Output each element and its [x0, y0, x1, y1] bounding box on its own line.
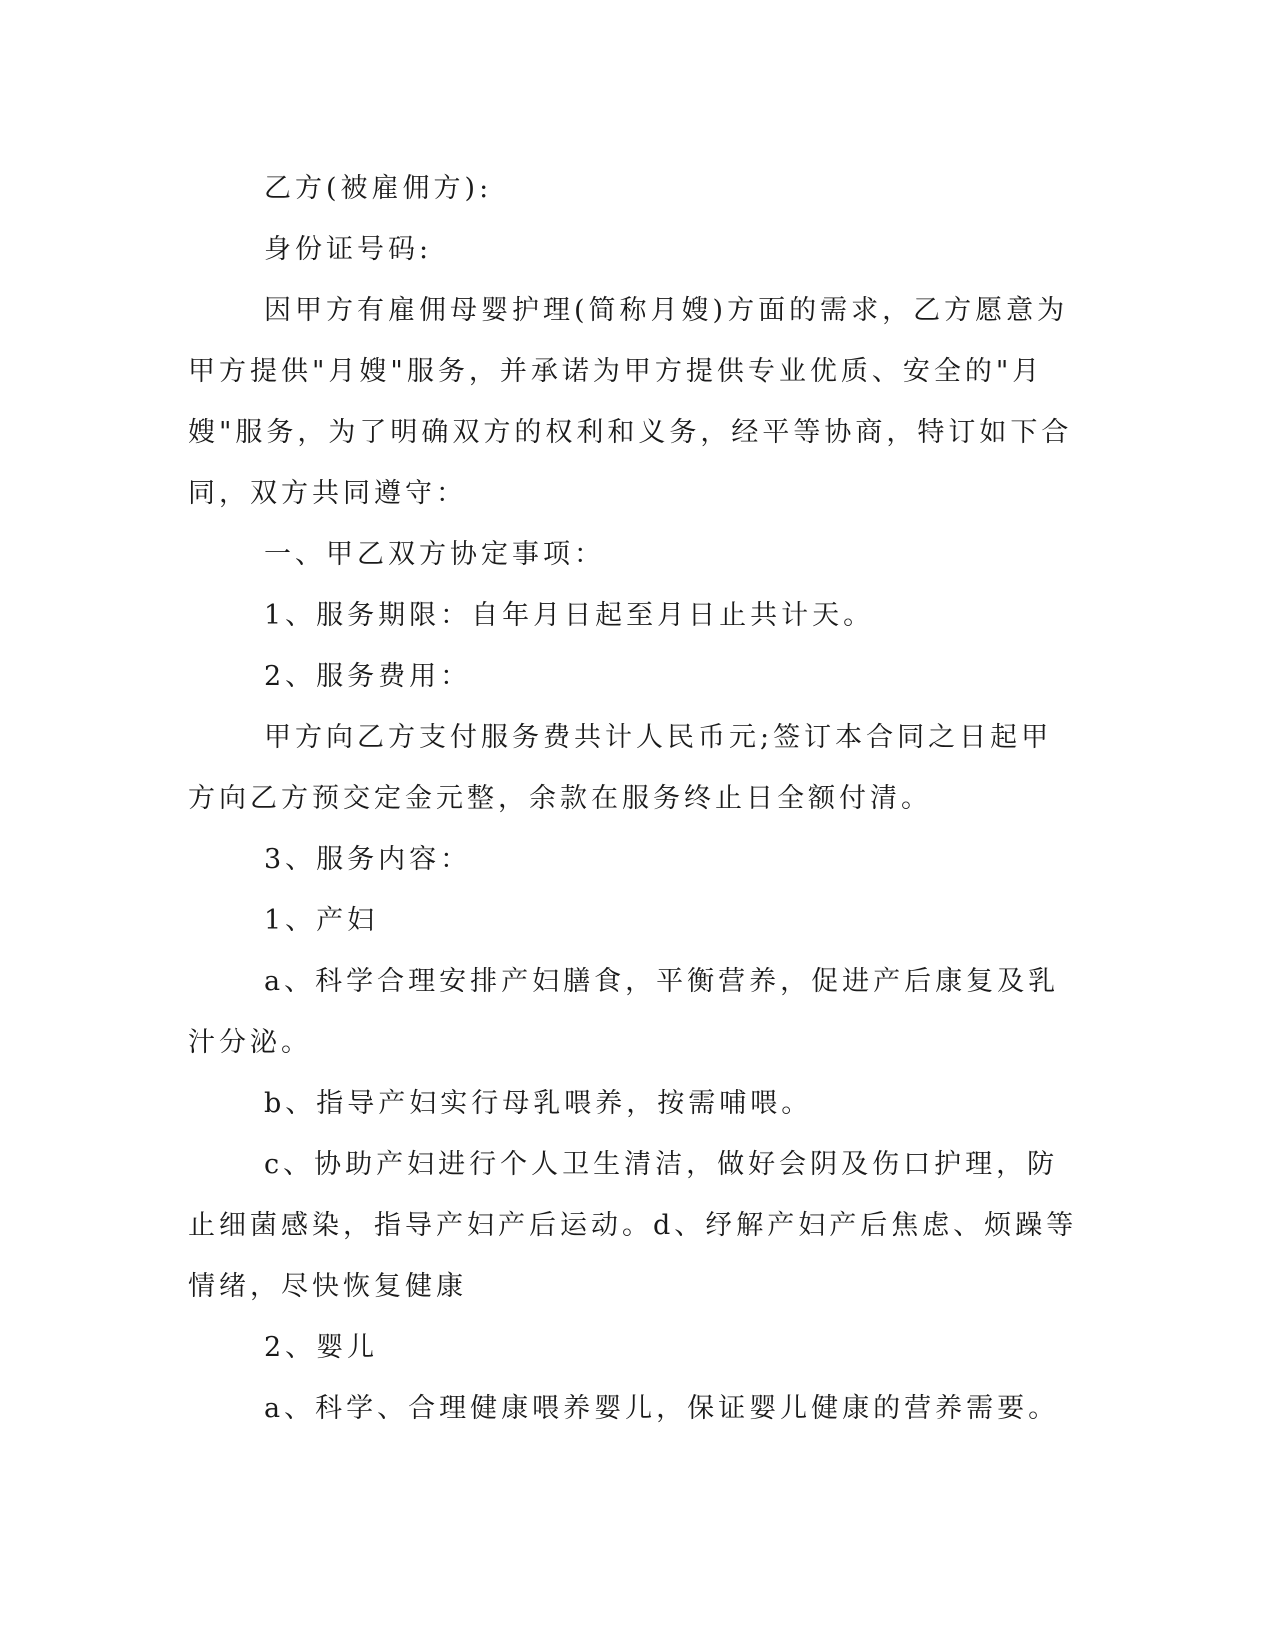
- preamble-paragraph: 因甲方有雇佣母婴护理(简称月嫂)方面的需求，乙方愿意为甲方提供"月嫂"服务，并承诺为甲方提供专业优质、安全的"月嫂"服务，为了明确双方的权利和义务，经平等协商，特订如下合同，双方共同遵守：: [188, 295, 1073, 509]
- subheading-mother: 1、产妇: [264, 905, 379, 936]
- clause-service-fee-heading: 2、服务费用：: [264, 661, 472, 692]
- clause-service-period: 1、服务期限：自年月日起至月日止共计天。: [264, 600, 875, 631]
- clause-service-fee-text: 甲方向乙方支付服务费共计人民币元;签订本合同之日起甲方向乙方预交定金元整，余款在服务终止日全额付清。: [188, 722, 1053, 814]
- mother-item-b: b、指导产妇实行母乳喂养，按需哺喂。: [264, 1088, 813, 1119]
- document-body: [188, 158, 1078, 1439]
- mother-item-a: a、科学合理安排产妇膳食，平衡营养，促进产后康复及乳汁分泌。: [188, 966, 1060, 1058]
- infant-item-a: a、科学、合理健康喂养婴儿，保证婴儿健康的营养需要。: [264, 1393, 1060, 1424]
- mother-item-c-d: c、协助产妇进行个人卫生清洁，做好会阴及伤口护理，防止细菌感染，指导产妇产后运动。d、纾解产妇产后焦虑、烦躁等情绪，尽快恢复健康: [188, 1149, 1078, 1302]
- clause-service-content-heading: 3、服务内容：: [264, 844, 472, 875]
- section-heading-agreed-matters: 一、甲乙双方协定事项：: [264, 539, 605, 570]
- party-b-line: 乙方(被雇佣方):: [264, 173, 493, 204]
- subheading-infant: 2、婴儿: [264, 1332, 379, 1363]
- id-number-line: 身份证号码:: [264, 234, 433, 265]
